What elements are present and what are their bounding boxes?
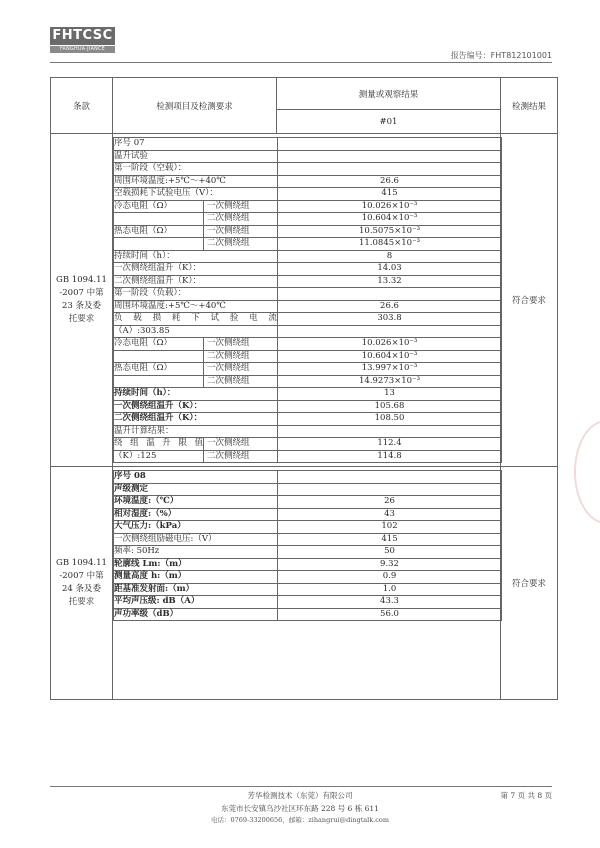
hot-resistance-label: 热态电阻（Ω）	[114, 225, 204, 238]
seq-number: 序号 08	[114, 471, 278, 484]
section1-verdict: 符合要求	[501, 134, 558, 467]
measure-value: 9.32	[278, 558, 502, 571]
primary-winding-label: 一次侧绕组	[204, 338, 278, 351]
secondary-winding-label: 二次侧绕组	[204, 375, 278, 388]
duration-value: 8	[278, 250, 502, 263]
test-results-table	[50, 77, 558, 700]
measure-label: 轮廓线 Lm:（m）	[114, 558, 278, 571]
measure-value: 56.0	[278, 608, 502, 621]
limit-label: 绕 组 温 升 限 值	[114, 438, 203, 449]
stage-label: 第一阶段（空载）：	[114, 163, 278, 176]
current-label: 负 载 损 耗 下 试 验 电 流	[114, 313, 277, 324]
primary-winding-label: 一次侧绕组	[204, 225, 278, 238]
primary-winding-label: 一次侧绕组	[204, 363, 278, 376]
measure-label: 距基准发射面:（m）	[114, 583, 278, 596]
rise-secondary-value: 13.32	[278, 275, 502, 288]
clause-line: -2007 中第	[59, 288, 104, 298]
rise-primary-label: 一次侧绕组温升（K）：	[114, 400, 278, 413]
voltage-value: 415	[278, 188, 502, 201]
header-divider	[50, 62, 552, 63]
section2-body	[113, 467, 501, 700]
test-title: 温升试验	[114, 150, 278, 163]
clause-line: -2007 中第	[59, 571, 104, 581]
secondary-winding-label: 二次侧绕组	[204, 238, 278, 251]
footer-company: 芳华检测技术（东莞）有限公司	[247, 791, 353, 800]
rise-secondary-value: 108.50	[278, 413, 502, 426]
cold-primary-value: 10.026×10⁻³	[278, 200, 502, 213]
ambient-value: 26.6	[278, 300, 502, 313]
cold-resistance-label: 冷态电阻（Ω）	[114, 338, 204, 351]
rise-secondary-label: 二次侧绕组温升（K）：	[114, 275, 278, 288]
secondary-winding-label: 二次侧绕组	[204, 213, 278, 226]
clause-line: 24 条及委	[61, 584, 102, 594]
seal-stamp	[574, 420, 600, 524]
ambient-label: 周围环境温度:+5℃～+40℃	[114, 175, 278, 188]
footer-divider	[50, 786, 552, 787]
cold-primary-value: 10.026×10⁻³	[278, 338, 502, 351]
duration-value: 13	[278, 388, 502, 401]
logo-main-text: FHTCSC	[50, 27, 115, 45]
section2-verdict: 符合要求	[501, 467, 558, 700]
section2-clause	[51, 467, 113, 700]
measure-value: 102	[278, 521, 502, 534]
section2-inner-table	[113, 470, 502, 621]
hot-secondary-value: 11.0845×10⁻³	[278, 238, 502, 251]
header-clause: 条款	[51, 78, 113, 134]
clause-line: 托要求	[68, 597, 95, 607]
logo-sub-text: FANGHUA·JIANCE	[50, 46, 115, 53]
measure-value: 415	[278, 533, 502, 546]
measure-value: 43.3	[278, 596, 502, 609]
cold-secondary-value: 10.604×10⁻³	[278, 213, 502, 226]
measure-value: 50	[278, 546, 502, 559]
company-logo	[50, 27, 115, 54]
test-title: 声级测定	[114, 483, 278, 496]
section1-clause	[51, 134, 113, 467]
footer-contact: 电话：0769-33200656，邮箱：zihangrui@dingtalk.com	[211, 816, 389, 824]
calc-label: 温升计算结果：	[114, 425, 278, 438]
clause-line: GB 1094.11	[56, 558, 107, 568]
voltage-label: 空载损耗下试验电压（V）：	[114, 188, 278, 201]
cold-resistance-label: 冷态电阻（Ω）	[114, 200, 204, 213]
measure-label: 频率: 50Hz	[114, 546, 278, 559]
rise-primary-label: 一次侧绕组温升（K）：	[114, 263, 278, 276]
measure-value: 1.0	[278, 583, 502, 596]
hot-resistance-label: 热态电阻（Ω）	[114, 363, 204, 376]
page-number: 第 7 页 共 8 页	[500, 791, 552, 800]
measure-label: 大气压力:（kPa）	[114, 521, 278, 534]
section1-body	[113, 134, 501, 467]
header-item: 检测项目及检测要求	[113, 78, 277, 134]
primary-winding-label: 一次侧绕组	[204, 200, 278, 213]
measure-label: 测量高度 h:（m）	[114, 571, 278, 584]
measure-value: 26	[278, 496, 502, 509]
hot-primary-value: 10.5075×10⁻³	[278, 225, 502, 238]
cold-secondary-value: 10.604×10⁻³	[278, 350, 502, 363]
ambient-label: 周围环境温度:+5℃～+40℃	[114, 300, 278, 313]
secondary-winding-label: 二次侧绕组	[204, 350, 278, 363]
seq-number: 序号 07	[114, 138, 278, 151]
primary-winding-label: 一次侧绕组	[204, 438, 278, 451]
current-label-cont: （A）:303.85	[114, 325, 278, 338]
footer-address: 东莞市长安镇乌沙社区环东路 228 号 6 栋 611	[221, 804, 379, 813]
current-value: 303.8	[278, 313, 502, 326]
report-number: 报告编号：FHT812101001	[450, 51, 552, 60]
header-result: 测量或观察结果	[277, 78, 501, 110]
section1-inner-table	[113, 137, 502, 463]
limit-secondary-value: 114.8	[278, 450, 502, 463]
rise-primary-value: 105.68	[278, 400, 502, 413]
header-verdict: 检测结果	[501, 78, 558, 134]
rise-primary-value: 14.03	[278, 263, 502, 276]
measure-value: 0.9	[278, 571, 502, 584]
hot-secondary-value: 14.9273×10⁻³	[278, 375, 502, 388]
measure-label: 声功率级（dB）	[114, 608, 278, 621]
measure-label: 相对湿度:（%）	[114, 508, 278, 521]
rise-secondary-label: 二次侧绕组温升（K）：	[114, 413, 278, 426]
limit-label-cont: （K）:125	[114, 450, 204, 463]
header-sample: #01	[277, 110, 501, 134]
clause-line: GB 1094.11	[56, 275, 107, 285]
limit-primary-value: 112.4	[278, 438, 502, 451]
hot-primary-value: 13.997×10⁻³	[278, 363, 502, 376]
measure-value: 43	[278, 508, 502, 521]
clause-line: 托要求	[68, 314, 95, 324]
measure-label: 一次侧绕组励磁电压:（V）	[114, 533, 278, 546]
duration-label: 持续时间（h）：	[114, 250, 278, 263]
duration-label: 持续时间（h）：	[114, 388, 278, 401]
measure-label: 环境温度:（℃）	[114, 496, 278, 509]
measure-label: 平均声压级: dB（A）	[114, 596, 278, 609]
stage-label: 第一阶段（负载）：	[114, 288, 278, 301]
secondary-winding-label: 二次侧绕组	[204, 450, 278, 463]
ambient-value: 26.6	[278, 175, 502, 188]
clause-line: 23 条及委	[61, 301, 102, 311]
